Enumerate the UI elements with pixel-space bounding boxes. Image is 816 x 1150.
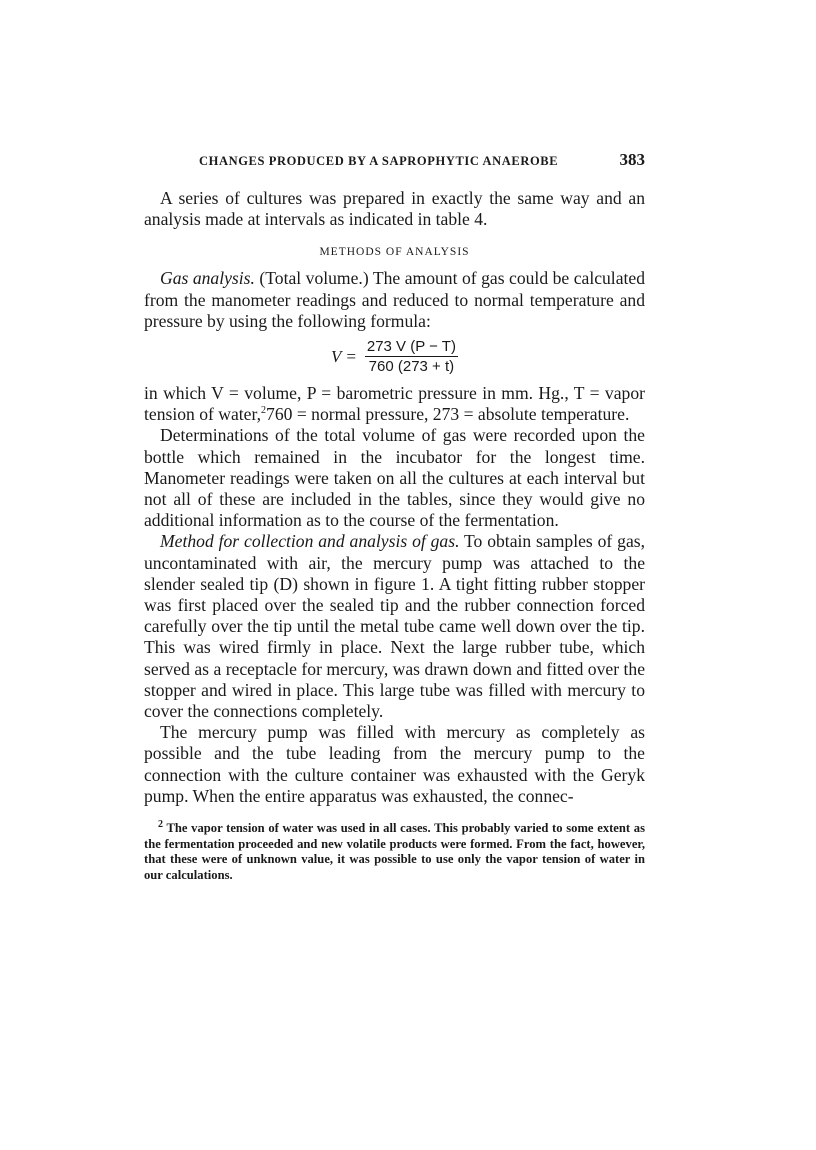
intro-paragraph: A series of cultures was prepared in exactly the same way and an analysis made at intervals as indicated in table 4. [144,188,645,230]
formula-numerator: 273 V (P − T) [366,338,456,356]
running-title: CHANGES PRODUCED BY A SAPROPHYTIC ANAEROBE [199,154,559,168]
footnote-reference[interactable]: 2 [261,405,267,417]
footnote-text: The vapor tension of water was used in all cases. This probably varied to some extent as the fermentation proceeded and new volatile products were formed. From the fact, however, that these were of unknown value, it was possible to use only the vapor tension of water in our calculations. [144,821,645,882]
gas-analysis-text: The amount of gas could be calculated from the manometer readings and reduced to normal temperature and pressure by using the following formula: [144,268,646,331]
mercury-pump-paragraph: The mercury pump was filled with mercury as completely as possible and the tube leading from the mercury pump to the connection with the culture container was exhausted with the Geryk pump. When the entire apparatus was exhausted, the connec- [144,722,645,806]
page [144,150,645,883]
footnote-marker: 2 [158,818,163,830]
method-label: Method for collection and analysis of gas. [160,531,460,552]
gas-analysis-label: Gas analysis. [160,268,255,289]
definitions-paragraph [144,383,645,425]
volume-formula [144,338,645,375]
page-number: 383 [619,150,645,169]
formula-fraction [365,338,458,375]
formula-lhs: V = [331,346,357,366]
gas-analysis-paragraph [144,268,645,332]
method-text: To obtain samples of gas, uncontaminated with air, the mercury pump was attached to the slender sealed tip (D) shown in figure 1. A tight fitting rubber stopper was first placed over the sealed tip and the rubber connection forced carefully over the tip until the metal tube came well down over the tip. This was wired firmly in place. Next the large rubber tube, which served as a receptacle for mercury, was drawn down and fitted over the stopper and wired in place. This large tube was filled with mercury to cover the connections completely. [144,531,645,722]
running-header [199,150,645,170]
formula-denominator: 760 (273 + t) [368,358,455,376]
method-paragraph [144,531,645,722]
section-heading: METHODS OF ANALYSIS [319,246,470,259]
definitions-text-a: in which V = volume, P = barometric pressure in mm. Hg., T = vapor tension of water, [144,383,645,425]
gas-analysis-sublabel: (Total volume.) [259,268,369,289]
definitions-text-b: 760 = normal pressure, 273 = absolute temperature. [266,404,630,425]
determinations-paragraph: Determinations of the total volume of gas were recorded upon the bottle which remained in the incubator for the longest time. Manometer readings were taken on all the cultures at each interval but not all of these are included in the tables, since they would give no additional information as to the course of the fermentation. [144,425,645,531]
footnote [144,818,645,883]
